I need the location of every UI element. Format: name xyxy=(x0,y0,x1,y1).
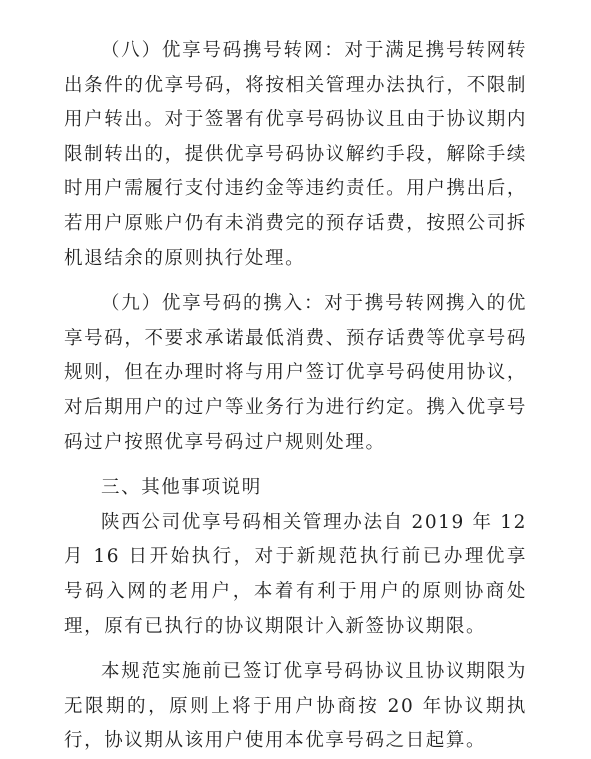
paragraph-unlimited-term: 本规范实施前已签订优享号码协议且协议期限为无限期的，原则上将于用户协商按 20 年协议期执行，协议期从该用户使用本优享号码之日起算。 xyxy=(64,661,527,752)
paragraph-number-porting: （八）优享号码携号转网：对于满足携号转网转出条件的优享号码，将按相关管理办法执行，不限制用户转出。对于签署有优享号码协议且由于协议期内限制转出的，提供优享号码协议解约手段，解除手续时用户需履行支付违约金等违约责任。用户携出后，若用户原账户仍有未消费完的预存话费，按照公司拆机退结余的原则执行处理。 xyxy=(64,40,527,269)
paragraph-number-port-in: （九）优享号码的携入：对于携号转网携入的优享号码，不要求承诺最低消费、预存话费等优享号码规则，但在办理时将与用户签订优享号码使用协议，对后期用户的过户等业务行为进行约定。携入优享号码过户按照优享号码过户规则处理。 xyxy=(64,293,527,453)
section-heading: 三、其他事项说明 xyxy=(101,477,262,499)
paragraph-effective-date: 陕西公司优享号码相关管理办法自 2019 年 12 月 16 日开始执行，对于新规范执行前已办理优享号码入网的老用户，本着有利于用户的原则协商处理，原有已执行的协议期限计入新签协议期限。 xyxy=(64,511,527,637)
